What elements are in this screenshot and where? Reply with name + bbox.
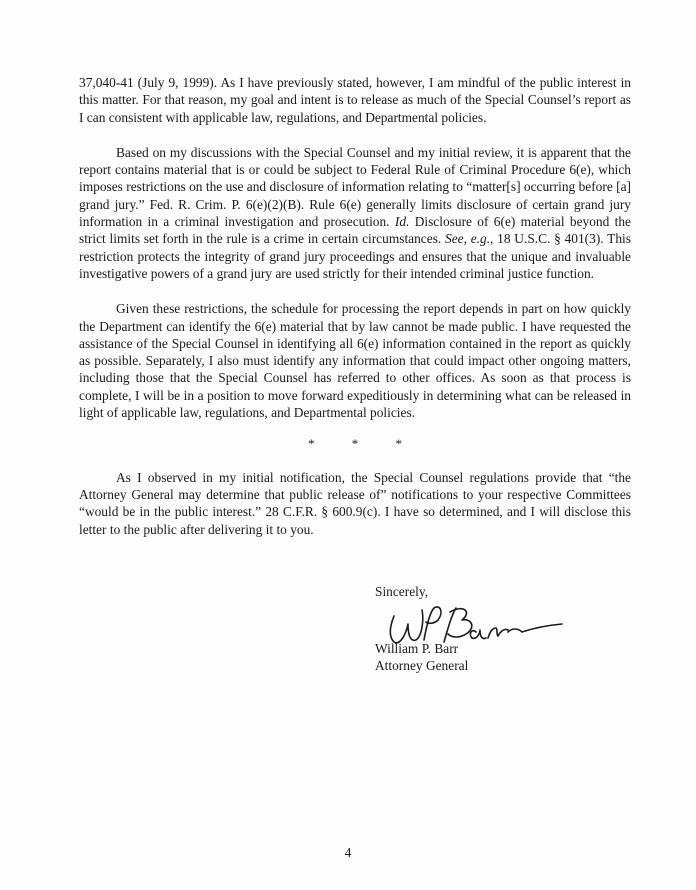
paragraph-rule-6e: Based on my discussions with the Special Counsel and my initial review, it is apparent that the report contains material that is or could be subject to Federal Rule of Criminal Procedure 6(e), which imposes restrictions on the use and disclosure of information relating to “matter[s] occurring before [a] grand jury.” Fed. R. Crim. P. 6(e)(2)(B). Rule 6(e) generally limits disclosure of certain grand jury information in a criminal investigation and prosecution. Id. Disclosure of 6(e) material beyond the strict limits set forth in the rule is a crime in certain circumstances. See, e.g., 18 U.S.C. § 401(3). This restriction protects the integrity of grand jury proceedings and ensures that the unique and invaluable investigative powers of a grand jury are used strictly for their intended criminal justice function. (79, 144, 631, 281)
paragraph-schedule: Given these restrictions, the schedule for processing the report depends in part on how quickly the Department can identify the 6(e) material that by law cannot be made public. I have requested the assistance of the Special Counsel in identifying all 6(e) information contained in the report as quickly as possible. Separately, I also must identify any information that could impact other ongoing matters, including those that the Special Counsel has referred to other offices. As soon as that process is complete, I will be in a position to move forward expeditiously in determining what can be released in light of applicable law, regulations, and Departmental policies. (79, 301, 631, 421)
section-separator (79, 435, 631, 452)
closing-salutation: Sincerely, (375, 584, 429, 599)
signer-name: William P. Barr (375, 641, 459, 656)
letter-body (79, 74, 631, 556)
asterisk: * (308, 436, 315, 452)
signer-block (375, 640, 468, 675)
signer-title: Attorney General (375, 658, 469, 674)
asterisk: * (395, 436, 402, 452)
paragraph-continuation: 37,040-41 (July 9, 1999). As I have previously stated, however, I am mindful of the public interest in this matter. For that reason, my goal and intent is to release as much of the Special Counsel’s report as I can consistent with applicable law, regulations, and Departmental policies. (79, 75, 631, 125)
paragraph-public-release: As I observed in my initial notification, the Special Counsel regulations provide that “the Attorney General may determine that public release of” notifications to your respective Committees “would be in the public interest.” 28 C.F.R. § 600.9(c). I have so determined, and I will disclose this letter to the public after delivering it to you. (79, 469, 631, 537)
asterisk: * (351, 436, 359, 452)
page-number: 4 (344, 845, 352, 860)
